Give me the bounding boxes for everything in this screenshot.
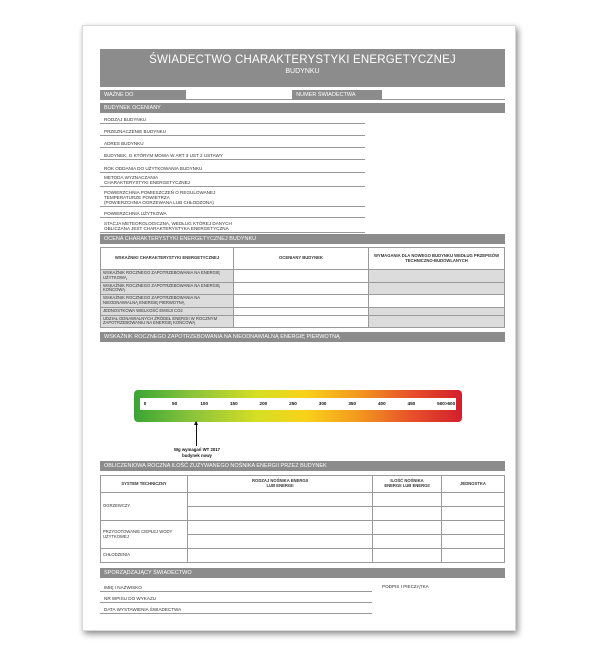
requirement-value-cell[interactable]: [369, 270, 505, 283]
building-section-header: BUDYNEK OCENIANY: [100, 103, 505, 113]
certificate-page: [82, 25, 516, 631]
scale-tick-label: 50: [172, 401, 178, 407]
scale-tick-label: 200: [259, 401, 268, 407]
scale-tick-band: [140, 398, 456, 410]
table-row: [101, 521, 505, 535]
field-year-of-use[interactable]: ROK ODDANIA DO UŻYTKOWANIA BUDYNKU: [100, 160, 365, 173]
scale-tick-label: 300: [318, 401, 327, 407]
table-row: [101, 270, 505, 283]
scale-tick-label: 350: [348, 401, 357, 407]
field-issue-date[interactable]: DATA WYSTAWIENIA ŚWIADECTWA: [100, 603, 372, 614]
col-energy-type: RODZAJ NOŚNIKA ENERGII LUB ENERGII: [188, 476, 373, 493]
scale-tick-label: 250: [289, 401, 297, 407]
field-building-address[interactable]: ADRES BUDYNKU: [100, 136, 365, 148]
scale-tick-label: 400: [377, 401, 386, 407]
col-system: SYSTEM TECHNICZNY: [101, 476, 188, 493]
fuel-table: [100, 475, 505, 563]
field-usable-area[interactable]: POWIERZCHNIA UŻYTKOWA: [100, 207, 365, 218]
assessed-value-cell[interactable]: [234, 270, 369, 283]
table-row: [101, 549, 505, 563]
indicator-label: WSKAŹNIK ROCZNEGO ZAPOTRZEBOWANIA NA ENERGIĘ KOŃCOWĄ: [101, 282, 234, 295]
unit-cell[interactable]: [442, 507, 505, 521]
indicators-header-row: [101, 248, 505, 270]
assessed-value-cell[interactable]: [234, 295, 369, 308]
validity-row: [100, 90, 505, 100]
indicator-label: UDZIAŁ ODNAWIALNYCH ŹRÓDEŁ ENERGII W ROCZNYM ZAPOTRZEBOWANIU NA ENERGIĘ KOŃCOWĄ: [101, 315, 234, 328]
building-fields: [100, 113, 365, 233]
issuer-fields: [100, 581, 372, 614]
energy-type-cell[interactable]: [188, 535, 373, 549]
scale-tick-label: 500: [437, 401, 445, 407]
marker-label-line1: Wg wymagań WT 2017: [173, 447, 221, 453]
energy-type-cell[interactable]: [188, 549, 373, 563]
energy-type-cell[interactable]: [188, 493, 373, 507]
col-new-building-requirements: WYMAGANIA DLA NOWEGO BUDYNKU WEDŁUG PRZEPISÓW TECHNICZNO-BUDOWLANYCH: [369, 248, 505, 270]
issuer-section-header: SPORZĄDZAJĄCY ŚWIADECTWO: [100, 568, 505, 578]
energy-amount-cell[interactable]: [373, 549, 442, 563]
document-subtitle: BUDYNKU: [285, 68, 320, 75]
fuel-section-header: OBLICZENIOWA ROCZNA ILOŚĆ ZUŻYWANEGO NOŚNIKA ENERGII PRZEZ BUDYNEK: [100, 461, 505, 471]
table-row: [101, 282, 505, 295]
unit-cell[interactable]: [442, 493, 505, 507]
field-building-purpose[interactable]: PRZEZNACZENIE BUDYNKU: [100, 124, 365, 136]
assessed-value-cell[interactable]: [234, 282, 369, 295]
indicator-label: JEDNOSTKOWA WIELKOŚĆ EMISJI CO2: [101, 307, 234, 315]
field-issuer-name[interactable]: IMIĘ I NAZWISKO: [100, 581, 372, 592]
title-banner: [100, 49, 505, 87]
scale-tick-label: 0: [143, 401, 147, 407]
energy-amount-cell[interactable]: [373, 493, 442, 507]
col-indicator: WSKAŹNIKI CHARAKTERYSTYKI ENERGETYCZNEJ: [101, 248, 234, 270]
unit-cell[interactable]: [442, 521, 505, 535]
unit-cell[interactable]: [442, 549, 505, 563]
col-assessed-building: OCENIANY BUDYNEK: [234, 248, 369, 270]
table-row: [101, 295, 505, 308]
energy-amount-cell[interactable]: [373, 507, 442, 521]
field-method[interactable]: METODA WYZNACZANIA CHARAKTERYSTYKI ENERGETYCZNEJ: [100, 173, 365, 187]
scale-tick-label: 150: [229, 401, 238, 407]
certificate-number-field[interactable]: [382, 90, 505, 100]
col-energy-amount: ILOŚĆ NOŚNIKA ENERGII LUB ENERGII: [373, 476, 442, 493]
signature-label[interactable]: PODPIS I PIECZĄTKA: [382, 584, 429, 590]
marker-line: [196, 422, 197, 446]
assessed-value-cell[interactable]: [234, 307, 369, 315]
indicators-table: [100, 247, 505, 328]
energy-scale-area: [100, 342, 505, 458]
certificate-content: [100, 49, 505, 614]
unit-cell[interactable]: [442, 535, 505, 549]
field-register-number[interactable]: NR WPISU DO WYKAZU: [100, 592, 372, 603]
col-unit: JEDNOSTKA: [442, 476, 505, 493]
energy-color-scale: [134, 390, 462, 422]
requirement-value-cell[interactable]: [369, 282, 505, 295]
energy-amount-cell[interactable]: [373, 535, 442, 549]
fuel-header-row: [101, 476, 505, 493]
table-row: [101, 315, 505, 328]
system-label: OGRZEWCZY: [101, 493, 188, 521]
energy-amount-cell[interactable]: [373, 521, 442, 535]
indicator-label: WSKAŹNIK ROCZNEGO ZAPOTRZEBOWANIA NA ENERGIĘ UŻYTKOWĄ: [101, 270, 234, 283]
field-regulated-area[interactable]: POWIERZCHNIA POMIESZCZEŃ O REGULOWANEJ TEMPERATURZE POWIETRZA (POWIERZCHNIA OGRZEWANA LUB CHŁODZONA): [100, 187, 365, 207]
field-building-art3[interactable]: BUDYNEK, O KTÓRYM MOWA W ART 3 UST 2 USTAWY: [100, 148, 365, 160]
scale-tick-label: 100: [200, 401, 209, 407]
valid-until-label: WAŻNE DO: [100, 90, 186, 100]
valid-until-field[interactable]: [186, 90, 292, 100]
system-label: CHŁODZENIA: [101, 549, 188, 563]
field-building-type[interactable]: RODZAJ BUDYNKU: [100, 113, 365, 124]
assessed-value-cell[interactable]: [234, 315, 369, 328]
marker-label: [170, 447, 224, 458]
certificate-number-label: NUMER ŚWIADECTWA: [292, 90, 382, 100]
table-row: [101, 493, 505, 507]
table-row: [101, 307, 505, 315]
marker-label-line2: budynek nowy: [182, 452, 212, 458]
system-label: PRZYGOTOWANIE CIEPŁEJ WODY UŻYTKOWEJ: [101, 521, 188, 549]
indicator-label: WSKAŹNIK ROCZNEGO ZAPOTRZEBOWANIA NA NIEODNAWIALNĄ ENERGIĘ PIERWOTNĄ: [101, 295, 234, 308]
requirement-value-cell[interactable]: [369, 315, 505, 328]
scale-tick-label: 450: [407, 401, 416, 407]
scale-tick-label: >500: [444, 401, 456, 407]
energy-type-cell[interactable]: [188, 521, 373, 535]
energy-type-cell[interactable]: [188, 507, 373, 521]
document-title: ŚWIADECTWO CHARAKTERYSTYKI ENERGETYCZNEJ: [149, 54, 456, 66]
requirement-value-cell[interactable]: [369, 295, 505, 308]
assessment-section-header: OCENA CHARAKTERYSTYKI ENERGETYCZNEJ BUDYNKU: [100, 234, 505, 244]
scale-section-header: WSKAŹNIK ROCZNEGO ZAPOTRZEBOWANIA NA NIEODNAWIALNĄ ENERGIĘ PIERWOTNĄ: [100, 332, 505, 342]
issuer-area: [100, 581, 505, 614]
requirement-value-cell[interactable]: [369, 307, 505, 315]
field-weather-station[interactable]: STACJA METEOROLOGICZNA, WEDŁUG KTÓREJ DANYCH OBLICZANA JEST CHARAKTERYSTYKA ENERGETYCZNA: [100, 218, 365, 233]
